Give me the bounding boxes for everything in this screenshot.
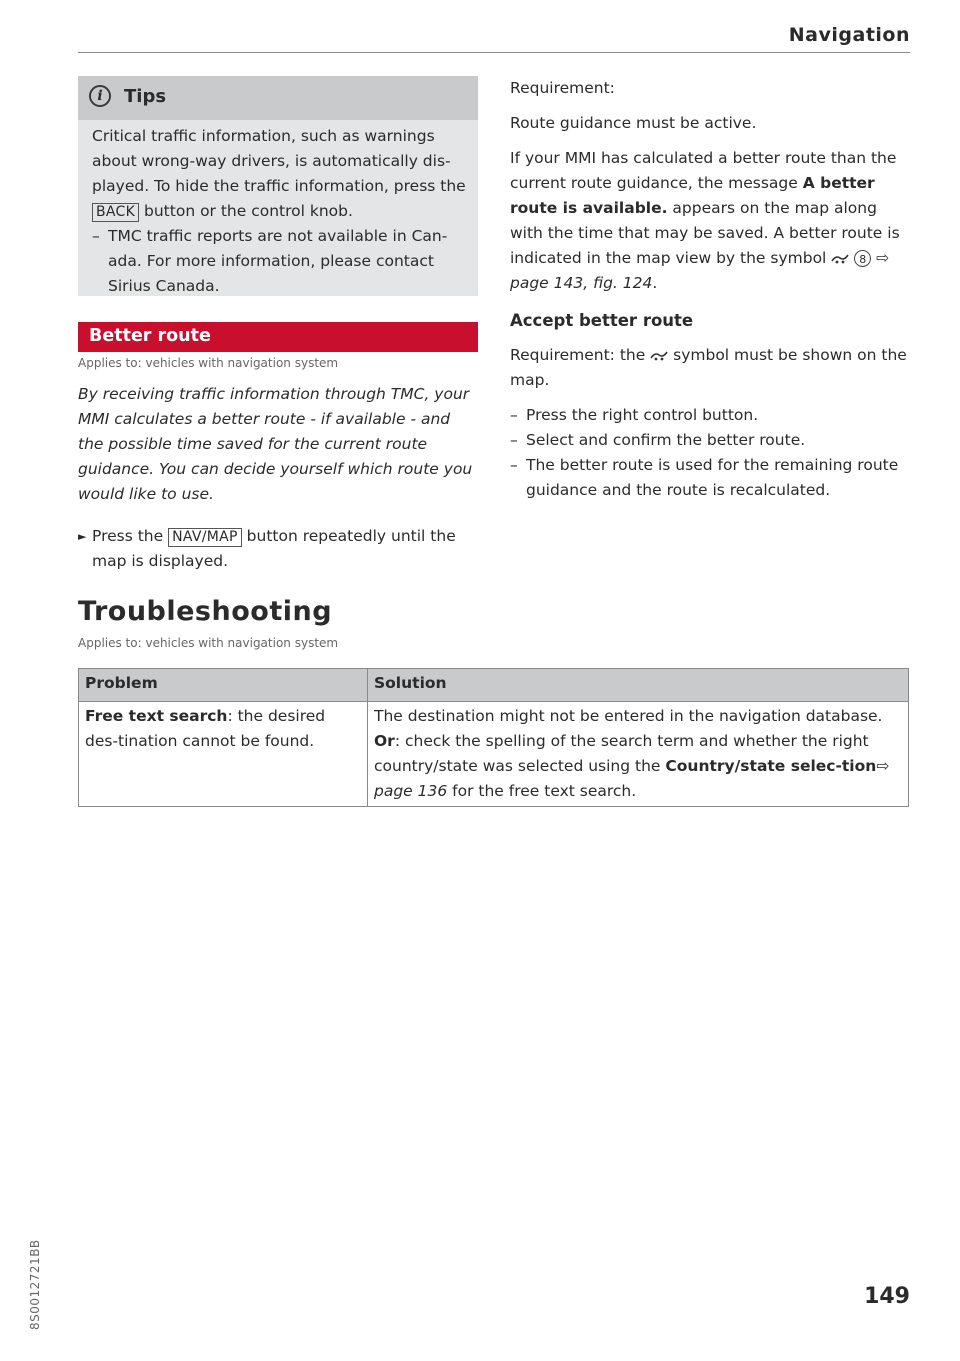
- tips-box: [78, 76, 478, 296]
- solution-text: : check the spelling of the search term and whether the right country/state was selected using the: [374, 732, 869, 775]
- info-icon: i: [89, 85, 111, 107]
- para-text: If your MMI has calculated a better route than the current route guidance, the message: [510, 149, 897, 192]
- step-text: Press the right control button.: [526, 406, 759, 424]
- troubleshooting-title: Troubleshooting: [78, 596, 333, 627]
- dash-marker: –: [510, 406, 518, 424]
- solution-text: for the free text search.: [447, 782, 637, 800]
- solution-text: The destination might not be entered in the navigation database.: [374, 707, 883, 725]
- dash-marker: –: [510, 431, 518, 449]
- back-key-label: BACK: [92, 203, 139, 222]
- para-text: symbol must be shown on the map.: [510, 346, 907, 389]
- tips-list-item: [92, 224, 472, 299]
- better-route-message-para: [510, 146, 910, 296]
- dash-marker: –: [510, 456, 518, 474]
- message-bold: A better route is available.: [510, 174, 875, 217]
- better-route-intro: By receiving traffic information through TMC, your MMI calculates a better route - if available - and the possible time saved for the current route guidance. You can decide yourself which route you would like to use.: [78, 385, 473, 503]
- nav-map-key-label: NAV/MAP: [168, 528, 242, 547]
- better-route-symbol-icon: [650, 350, 668, 362]
- para-text: Requirement: the: [510, 346, 651, 364]
- troubleshooting-table: [78, 668, 909, 807]
- better-route-title: Better route: [89, 326, 211, 346]
- applies-to: Applies to: vehicles with navigation system: [78, 356, 339, 370]
- para-text: .: [652, 274, 658, 292]
- list-item: [510, 403, 910, 428]
- running-header: Navigation: [788, 24, 910, 46]
- tips-header: [78, 76, 478, 120]
- col-solution-header: Solution: [368, 669, 909, 702]
- step-bullet: ►: [78, 530, 87, 543]
- document-code: 8S0012721BB: [28, 1239, 42, 1330]
- solution-cell: [368, 702, 909, 807]
- dash-marker: –: [92, 227, 100, 245]
- tips-body: [92, 124, 472, 299]
- solution-bold: Country/state selec-tion: [665, 757, 877, 775]
- tips-item-text: TMC traffic reports are not available in Can-ada. For more information, please contact Sirius Canada.: [108, 227, 448, 295]
- accept-steps-list: [510, 403, 910, 503]
- list-item: [510, 453, 910, 503]
- tips-text: button or the control knob.: [139, 202, 353, 220]
- col-problem-header: Problem: [79, 669, 368, 702]
- step-text: The better route is used for the remaining route guidance and the route is recalculated.: [526, 456, 899, 499]
- better-route-heading: [78, 322, 478, 352]
- step-text: Press the: [92, 527, 169, 545]
- problem-text: : the desired des-tination cannot be found.: [85, 707, 326, 750]
- requirement-text: Route guidance must be active.: [510, 114, 757, 132]
- list-item: [510, 428, 910, 453]
- nav-map-step: [78, 524, 478, 574]
- step-text: Select and confirm the better route.: [526, 431, 806, 449]
- solution-or: Or: [374, 732, 395, 750]
- page-number: 149: [864, 1284, 910, 1309]
- tips-paragraph: [92, 124, 472, 224]
- better-route-symbol-icon: [831, 253, 849, 265]
- problem-bold: Free text search: [85, 707, 228, 725]
- figure-reference[interactable]: ⇨ page 143, fig. 124: [510, 249, 890, 292]
- right-column: [510, 76, 910, 503]
- step-text: button repeatedly until the map is displayed.: [92, 527, 456, 570]
- requirement-label: Requirement:: [510, 79, 615, 97]
- applies-to: Applies to: vehicles with navigation system: [78, 636, 339, 650]
- para-text: appears on the map along with the time that may be saved. A better route is indicated in the map view by the symbol: [510, 199, 900, 267]
- page-reference[interactable]: ⇨ page 136: [374, 757, 890, 800]
- problem-cell: [79, 702, 368, 807]
- tips-title: Tips: [124, 86, 167, 107]
- header-rule: [78, 52, 910, 53]
- table-row: [79, 702, 909, 807]
- accept-better-route-heading: Accept better route: [510, 311, 694, 330]
- tips-text: Critical traffic information, such as warnings about wrong-way drivers, is automatically dis-played. To hide the traffic information, press the: [92, 127, 466, 195]
- table-header-row: [79, 669, 909, 702]
- callout-8: 8: [854, 250, 871, 267]
- requirement-2: [510, 343, 910, 393]
